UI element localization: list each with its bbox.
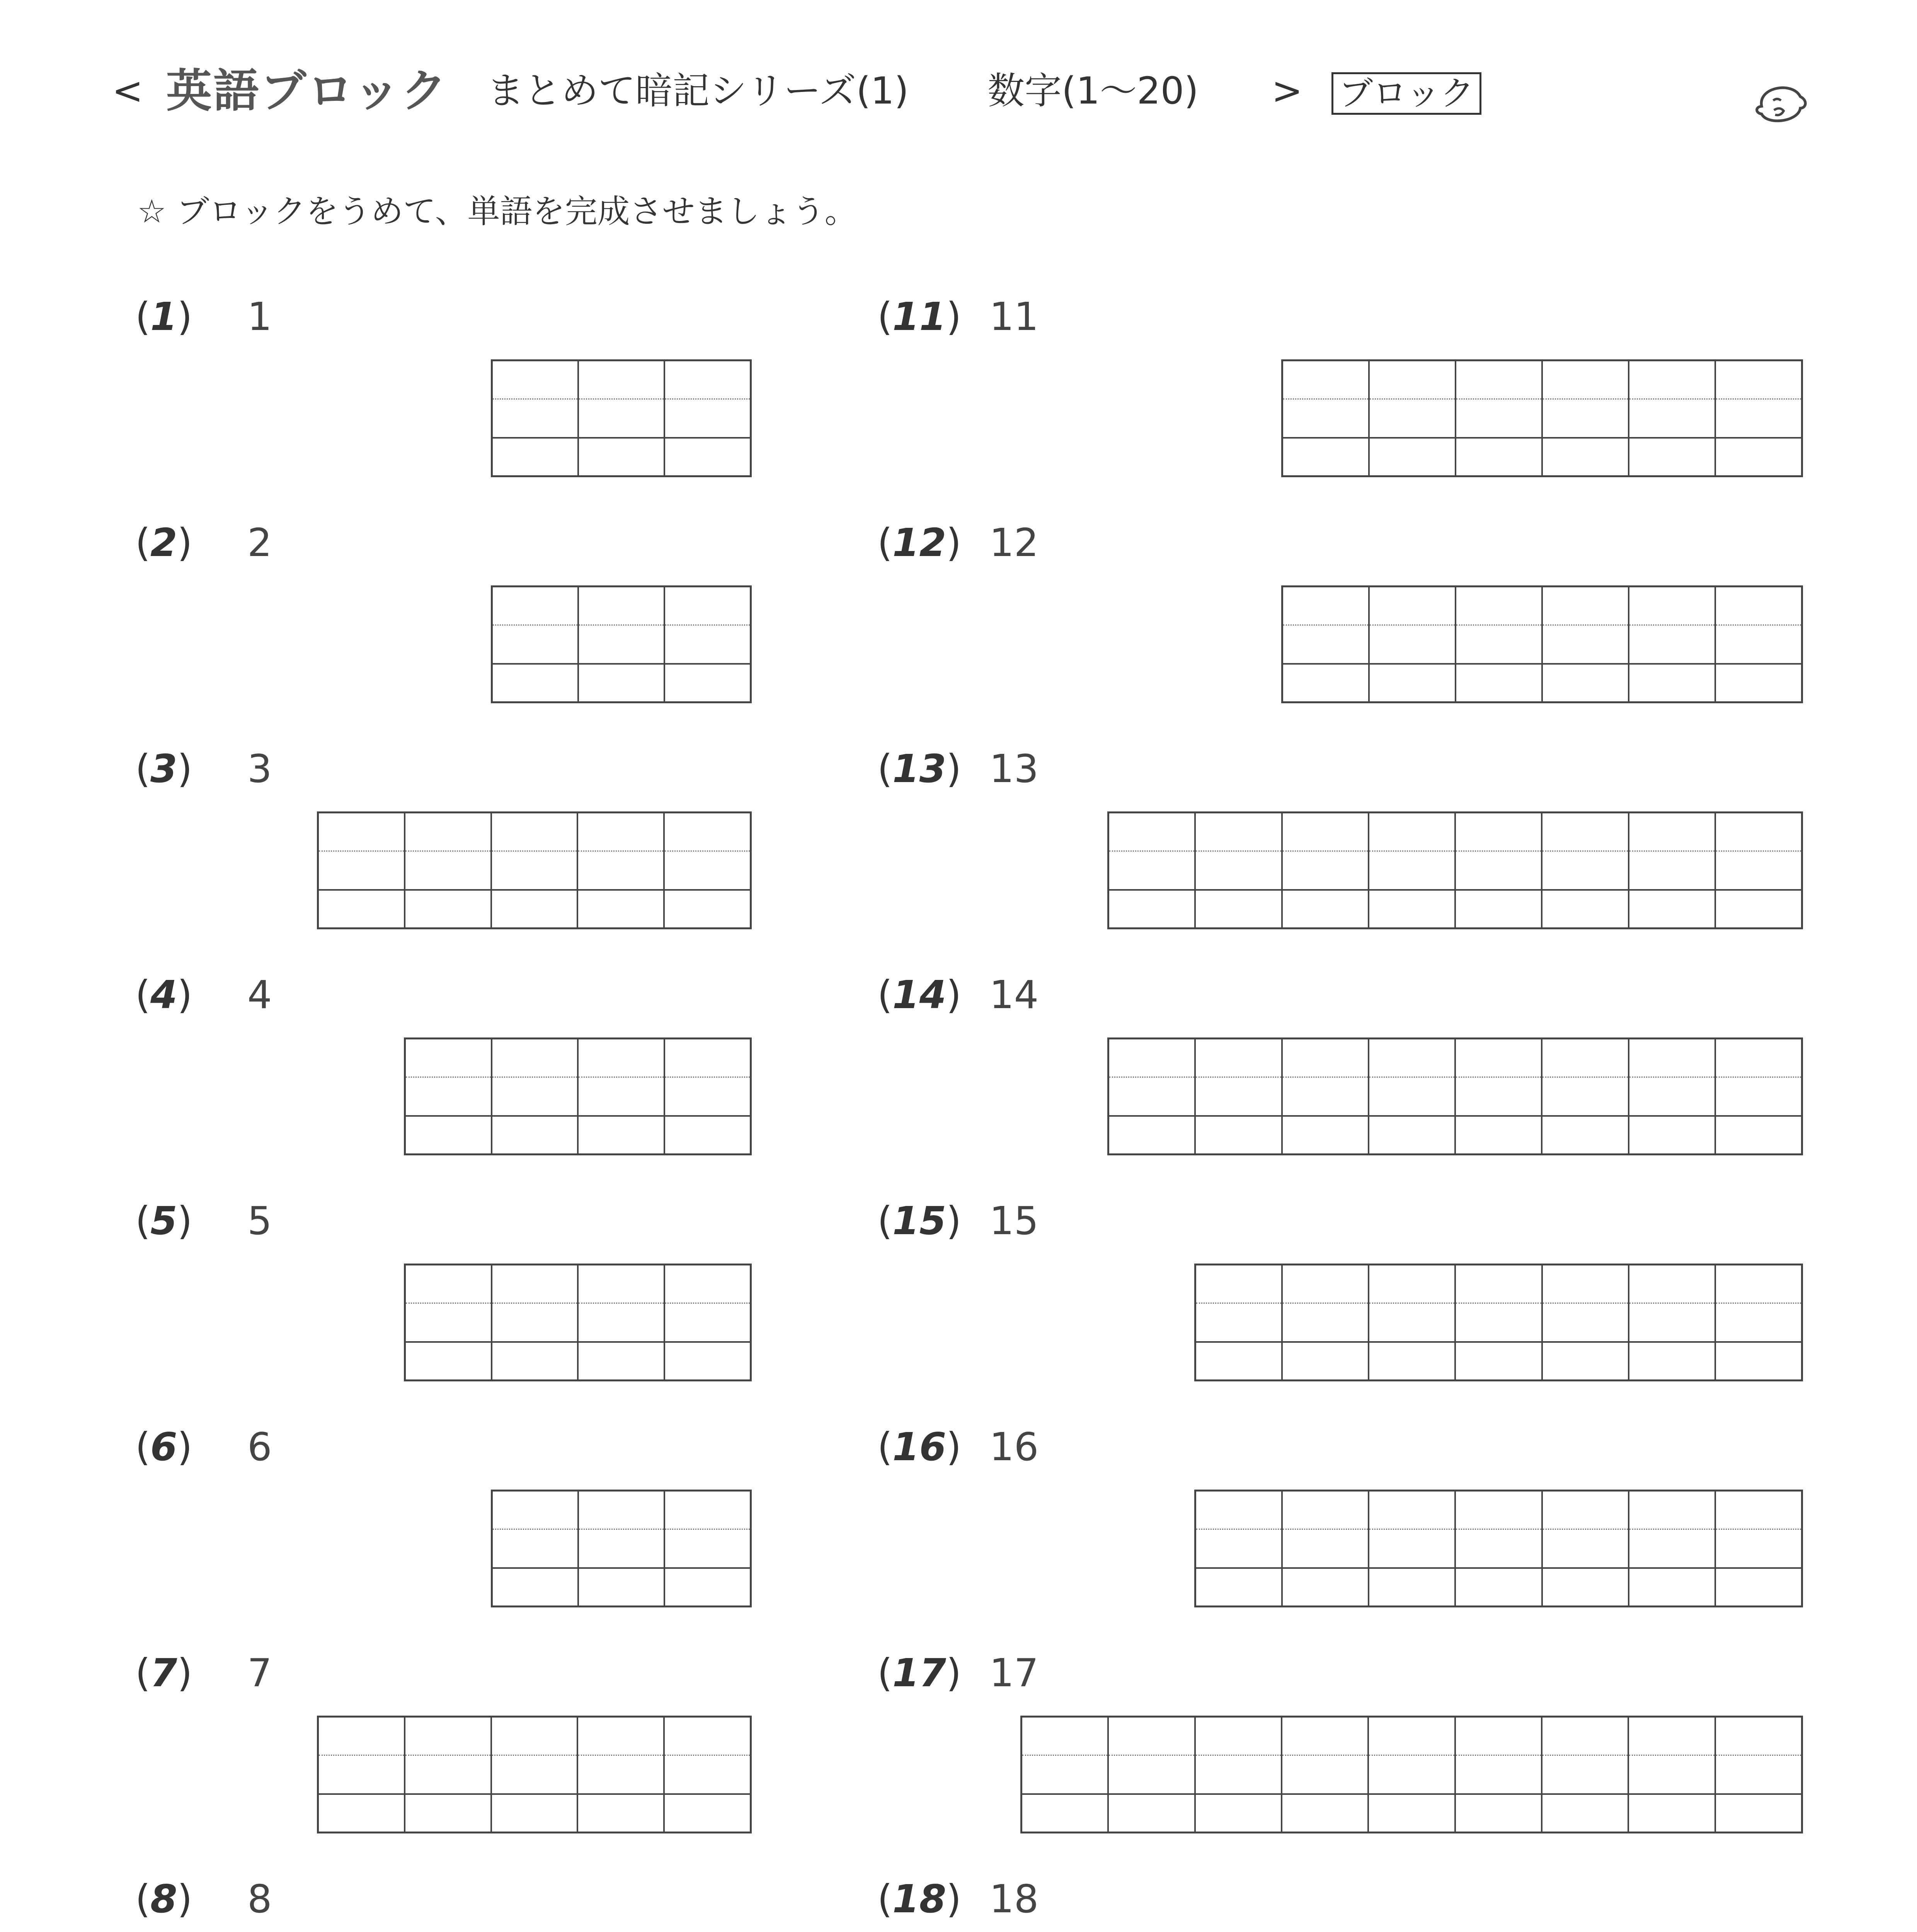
question-number: (3): [135, 746, 192, 791]
question-number-value: 14: [892, 972, 947, 1017]
answer-block-grid: [1281, 359, 1803, 477]
letter-block[interactable]: [492, 1265, 579, 1379]
letter-block[interactable]: [1369, 1039, 1456, 1153]
question-digit-label: 18: [989, 1876, 1039, 1922]
question-number-value: 15: [892, 1198, 947, 1243]
letter-block[interactable]: [579, 361, 665, 475]
answer-block-grid: [404, 1037, 752, 1155]
question-number: (7): [135, 1650, 192, 1696]
letter-block[interactable]: [1629, 813, 1716, 927]
question-number: (1): [135, 294, 192, 339]
letter-block[interactable]: [578, 813, 665, 927]
letter-block[interactable]: [1196, 1265, 1283, 1379]
letter-block[interactable]: [665, 1492, 750, 1605]
letter-block[interactable]: [1543, 587, 1629, 701]
letter-block[interactable]: [492, 1039, 579, 1153]
answer-block-grid: [491, 1490, 752, 1607]
question-number: (8): [135, 1876, 192, 1922]
question-number: (15): [877, 1198, 962, 1243]
question-digit-label: 15: [989, 1198, 1039, 1243]
letter-block[interactable]: [1369, 1492, 1456, 1605]
question-number-value: 6: [150, 1424, 177, 1469]
question-digit-label: 17: [989, 1650, 1039, 1696]
letter-block[interactable]: [665, 1265, 750, 1379]
letter-block[interactable]: [1629, 1265, 1716, 1379]
question-number: (5): [135, 1198, 192, 1243]
question-digit-label: 8: [247, 1876, 272, 1922]
letter-block[interactable]: [579, 1265, 665, 1379]
letter-block[interactable]: [1716, 1718, 1801, 1832]
question-number: (17): [877, 1650, 962, 1696]
question-digit-label: 5: [247, 1198, 272, 1243]
letter-block[interactable]: [1542, 1039, 1629, 1153]
letter-block[interactable]: [1542, 1718, 1629, 1832]
letter-block[interactable]: [1022, 1718, 1109, 1832]
letter-block[interactable]: [665, 813, 750, 927]
letter-block[interactable]: [1543, 361, 1629, 475]
letter-block[interactable]: [405, 813, 492, 927]
question-number: (13): [877, 746, 962, 791]
letter-block[interactable]: [665, 361, 750, 475]
answer-block-grid: [1194, 1490, 1803, 1607]
question-digit-label: 4: [247, 972, 272, 1017]
question-number: (4): [135, 972, 192, 1017]
question-number-value: 5: [150, 1198, 177, 1243]
letter-block[interactable]: [1716, 1492, 1801, 1605]
question-digit-label: 14: [989, 972, 1039, 1017]
letter-block[interactable]: [1456, 1039, 1542, 1153]
header-open-bracket: <: [112, 69, 143, 112]
letter-block[interactable]: [1716, 361, 1801, 475]
letter-block[interactable]: [1283, 587, 1370, 701]
answer-block-grid: [1194, 1264, 1803, 1381]
question-number-value: 4: [150, 972, 177, 1017]
question-digit-label: 13: [989, 746, 1039, 791]
question-number-value: 13: [892, 746, 947, 791]
letter-block[interactable]: [1369, 1718, 1456, 1832]
answer-block-grid: [404, 1264, 752, 1381]
letter-block[interactable]: [406, 1265, 492, 1379]
topic-title: 数字(1〜20): [987, 69, 1199, 112]
letter-block[interactable]: [1109, 1039, 1196, 1153]
letter-block[interactable]: [579, 1039, 665, 1153]
letter-block[interactable]: [579, 587, 665, 701]
question-number: (16): [877, 1424, 962, 1469]
question-number-value: 1: [150, 294, 177, 339]
letter-block[interactable]: [1629, 1039, 1716, 1153]
letter-block[interactable]: [493, 587, 579, 701]
letter-block[interactable]: [1456, 1718, 1542, 1832]
letter-block[interactable]: [1543, 1492, 1629, 1605]
smiley-face-icon: [1750, 79, 1812, 129]
question-number-value: 11: [892, 294, 947, 339]
letter-block[interactable]: [1716, 1039, 1801, 1153]
answer-block-grid: [1020, 1716, 1803, 1833]
letter-block[interactable]: [1283, 361, 1370, 475]
question-number: (12): [877, 520, 962, 565]
letter-block[interactable]: [1629, 361, 1716, 475]
letter-block[interactable]: [1456, 1265, 1542, 1379]
letter-block[interactable]: [1543, 1265, 1629, 1379]
question-digit-label: 1: [247, 294, 272, 339]
question-digit-label: 11: [989, 294, 1039, 339]
question-number: (14): [877, 972, 962, 1017]
question-number-value: 12: [892, 520, 947, 565]
question-digit-label: 7: [247, 1650, 272, 1696]
question-number-value: 7: [150, 1650, 177, 1696]
question-number-value: 8: [150, 1876, 177, 1922]
question-number: (2): [135, 520, 192, 565]
letter-block[interactable]: [1629, 1492, 1716, 1605]
letter-block[interactable]: [665, 1718, 750, 1832]
question-number: (11): [877, 294, 962, 339]
letter-block[interactable]: [1716, 1265, 1801, 1379]
letter-block[interactable]: [1716, 813, 1801, 927]
letter-block[interactable]: [1456, 361, 1543, 475]
series-title: まとめて暗記シリーズ(1): [487, 69, 909, 112]
answer-block-grid: [1107, 811, 1803, 929]
answer-block-grid: [491, 359, 752, 477]
letter-block[interactable]: [1456, 587, 1543, 701]
letter-block[interactable]: [1629, 587, 1716, 701]
letter-block[interactable]: [1109, 813, 1196, 927]
block-tag: ブロック: [1331, 72, 1481, 115]
letter-block[interactable]: [1370, 587, 1456, 701]
letter-block[interactable]: [319, 1718, 405, 1832]
letter-block[interactable]: [1109, 1718, 1195, 1832]
question-digit-label: 2: [247, 520, 272, 565]
question-number-value: 3: [150, 746, 177, 791]
question-number-value: 17: [892, 1650, 947, 1696]
letter-block[interactable]: [1283, 1265, 1369, 1379]
letter-block[interactable]: [665, 587, 750, 701]
instruction-text: ☆ ブロックをうめて、単語を完成させましょう。: [137, 192, 857, 230]
letter-block[interactable]: [493, 1492, 579, 1605]
letter-block[interactable]: [1196, 813, 1282, 927]
letter-block[interactable]: [1629, 1718, 1716, 1832]
letter-block[interactable]: [1456, 1492, 1542, 1605]
letter-block[interactable]: [1196, 1039, 1282, 1153]
letter-block[interactable]: [1716, 587, 1801, 701]
letter-block[interactable]: [579, 1492, 665, 1605]
question-number-value: 16: [892, 1424, 947, 1469]
letter-block[interactable]: [1283, 1039, 1369, 1153]
answer-block-grid: [1107, 1037, 1803, 1155]
letter-block[interactable]: [406, 1039, 492, 1153]
letter-block[interactable]: [1369, 1265, 1456, 1379]
question-number: (18): [877, 1876, 962, 1922]
brand-logo: 英語ブロック: [166, 64, 448, 117]
question-digit-label: 6: [247, 1424, 272, 1469]
letter-block[interactable]: [1196, 1492, 1283, 1605]
answer-block-grid: [491, 585, 752, 703]
letter-block[interactable]: [665, 1039, 750, 1153]
letter-block[interactable]: [1282, 1718, 1369, 1832]
answer-block-grid: [317, 1716, 752, 1833]
letter-block[interactable]: [1369, 813, 1456, 927]
question-digit-label: 12: [989, 520, 1039, 565]
letter-block[interactable]: [578, 1718, 665, 1832]
letter-block[interactable]: [1196, 1718, 1282, 1832]
letter-block[interactable]: [1283, 813, 1369, 927]
letter-block[interactable]: [492, 813, 579, 927]
header-close-bracket: >: [1272, 69, 1303, 112]
letter-block[interactable]: [1370, 361, 1456, 475]
letter-block[interactable]: [319, 813, 405, 927]
answer-block-grid: [1281, 585, 1803, 703]
letter-block[interactable]: [1456, 813, 1542, 927]
answer-block-grid: [317, 811, 752, 929]
question-number: (6): [135, 1424, 192, 1469]
letter-block[interactable]: [493, 361, 579, 475]
letter-block[interactable]: [1542, 813, 1629, 927]
question-digit-label: 16: [989, 1424, 1039, 1469]
question-number-value: 18: [892, 1876, 947, 1922]
question-number-value: 2: [150, 520, 177, 565]
letter-block[interactable]: [405, 1718, 492, 1832]
letter-block[interactable]: [492, 1718, 579, 1832]
letter-block[interactable]: [1283, 1492, 1369, 1605]
question-digit-label: 3: [247, 746, 272, 791]
